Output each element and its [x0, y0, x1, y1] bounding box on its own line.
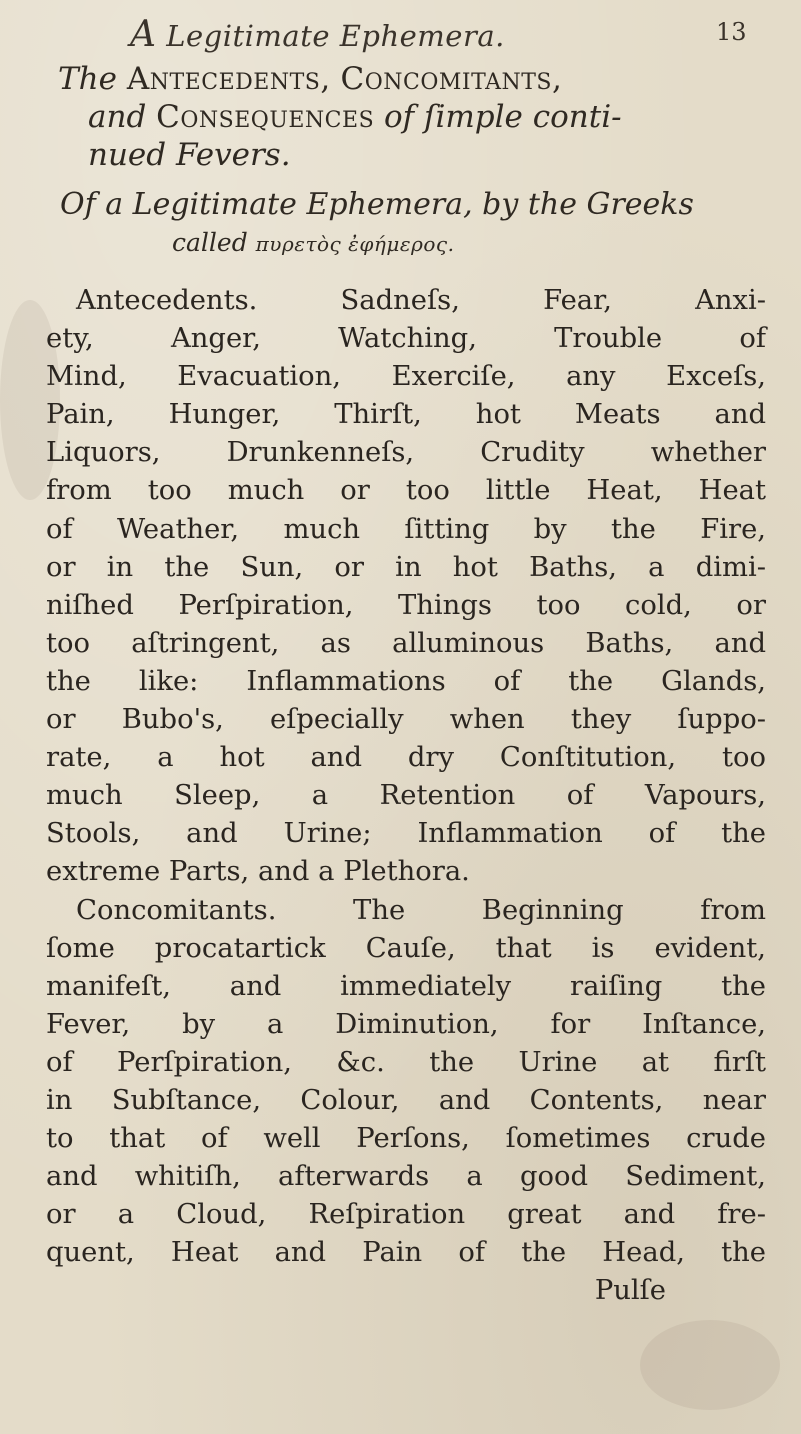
text-line: or in the Sun, or in hot Baths, a dimi-: [46, 551, 766, 583]
subhead-greek: πυρετὸς ἐφήμερος.: [255, 232, 455, 256]
title-the: The: [58, 61, 117, 97]
running-head-rest: Ephemera.: [339, 19, 505, 53]
text-line: Stools, and Urine; Inflammation of the: [46, 818, 766, 850]
text-line: of Perſpiration, &c. the Urine at firſt: [46, 1046, 766, 1078]
text-line: quent, Heat and Pain of the Head, the: [46, 1237, 766, 1269]
text-line: much Sleep, a Retention of Vapours,: [46, 780, 766, 812]
text-line: Concomitants. The Beginning from: [76, 894, 766, 926]
text-line: niſhed Perſpiration, Things too cold, or: [46, 589, 766, 621]
title-line-3: nued Fevers.: [88, 137, 291, 173]
subhead-line-2: [60, 224, 760, 263]
title-line-2: [42, 98, 742, 136]
text-line: Pain, Hunger, Thirſt, hot Meats and: [46, 399, 766, 431]
text-line: to that of well Perſons, ſometimes crude: [46, 1123, 766, 1155]
title-and: and: [88, 99, 147, 135]
text-line: the like: Inflammations of the Glands,: [46, 665, 766, 697]
running-head-italic: Legitimate: [166, 19, 331, 53]
text-line: ſome procatartick Cauſe, that is evident,: [46, 932, 766, 964]
text-line: in Subſtance, Colour, and Contents, near: [46, 1084, 766, 1116]
catchword: Pulſe: [594, 1275, 666, 1307]
text-line: and whitiſh, afterwards a good Sediment,: [46, 1161, 766, 1193]
subhead-called: called: [172, 228, 248, 257]
text-line: rate, a hot and dry Conſtitution, too: [46, 742, 766, 774]
text-line: ety, Anger, Watching, Trouble of: [46, 323, 766, 355]
text-line: Mind, Evacuation, Exerciſe, any Exceſs,: [46, 361, 766, 393]
text-line: or Bubo's, eſpecially when they ſuppo-: [46, 704, 766, 736]
title-simple: ſimple conti-: [424, 99, 622, 135]
running-head-prefix: A: [130, 14, 157, 55]
text-line: extreme Parts, and a Plethora.: [46, 856, 470, 888]
body-text: [46, 282, 766, 1311]
subhead: [60, 186, 760, 263]
paper-stain: [640, 1320, 780, 1410]
title-concomitants: Concomitants,: [340, 61, 563, 97]
section-title: [42, 60, 742, 174]
title-line-1: [42, 60, 742, 98]
text-line: Fever, by a Diminution, for Inſtance,: [46, 1008, 766, 1040]
text-line: or a Cloud, Reſpiration great and fre-: [46, 1199, 766, 1231]
subhead-line-1: Of a Legitimate Ephemera, by the Greeks: [60, 187, 694, 222]
text-line: from too much or too little Heat, Heat: [46, 475, 766, 507]
text-line: Antecedents. Sadneſs, Fear, Anxi-: [76, 285, 766, 316]
page-number: 13: [716, 18, 747, 46]
text-line: of Weather, much ſitting by the Fire,: [46, 513, 766, 545]
text-line: too aſtringent, as alluminous Baths, and: [46, 627, 766, 659]
running-head: [130, 14, 570, 55]
title-of: of: [384, 99, 415, 135]
text-line: manifeſt, and immediately raiſing the: [46, 970, 766, 1002]
text-line: Liquors, Drunkenneſs, Crudity whether: [46, 437, 766, 469]
title-consequences: Consequences: [156, 99, 375, 135]
title-antecedents: Antecedents,: [126, 61, 331, 97]
